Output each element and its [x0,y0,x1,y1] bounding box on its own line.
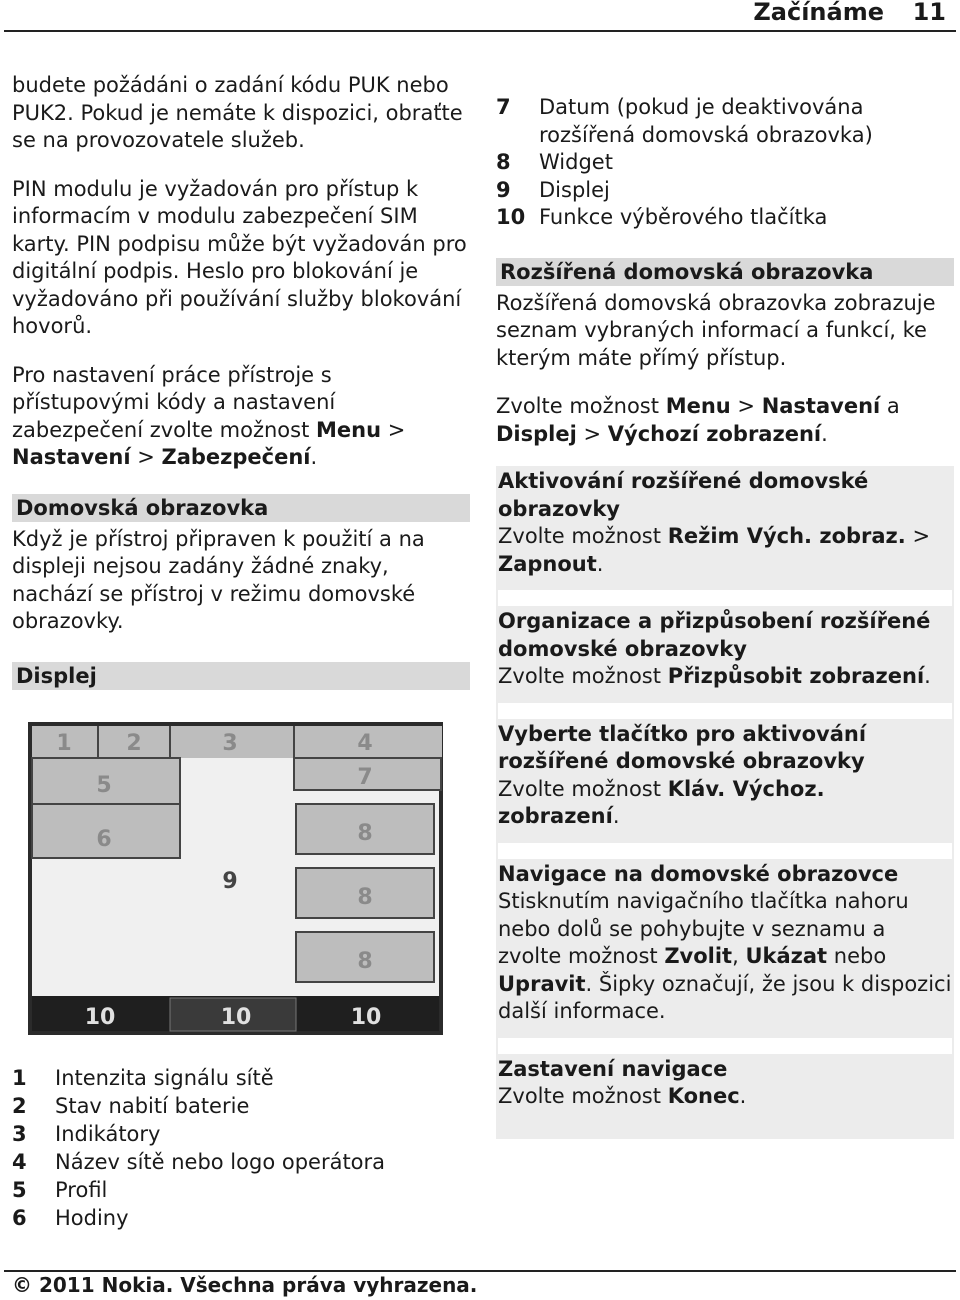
extended-home-paragraph: Rozšířená domovská obrazovka zobrazuje seznam vybraných informací a funkcí, ke kterým máte přímý přístup. [496,290,936,370]
navigation-text: Stisknutím navigačního tlačítka nahoru nebo dolů se pohybujte v seznamu a zvolte možnost Zvolit, Ukázat nebo Upravit. Šipky označují, že jsou k dispozici další informace. [498,889,952,1023]
diagram-label-5: 5 [96,773,112,798]
diagram-label-3: 3 [222,731,238,756]
legend-item: 8 Widget [496,150,613,174]
right-column [496,94,954,1139]
legend-item: 9 Displej [496,177,610,202]
security-paragraph: Pro nastavení práce přístroje s přístupovými kódy a nastavení zabezpečení zvolte možnost Menu > Nastavení > Zabezpečení. [12,362,406,469]
diagram-label-10c: 10 [350,1005,382,1030]
extended-home-heading: Rozšířená domovská obrazovka [496,258,954,286]
legend-item: 6 Hodiny [12,1206,129,1230]
header-rule [4,30,956,32]
home-screen-heading: Domovská obrazovka [12,494,470,522]
diagram-label-10b: 10 [220,1005,252,1030]
diagram-label-10a: 10 [84,1005,116,1030]
legend-item: 7 Datum (pokud je deaktivována rozšířená domovská obrazovka) [496,95,873,147]
key-text: Zvolte možnost Kláv. Výchoz. zobrazení. [498,776,825,828]
legend-right [496,94,954,232]
legend-item: 10 Funkce výběrového tlačítka [496,205,828,229]
organize-heading: Organizace a přizpůsobení rozšířené domovské obrazovky [498,609,931,661]
diagram-label-8a: 8 [357,821,373,846]
puk-paragraph: budete požádáni o zadání kódu PUK nebo PUK2. Pokud je nemáte k dispozici, obraťte se na provozovatele služeb. [12,73,463,152]
diagram-label-4: 4 [357,731,373,756]
tips-box [496,466,954,1139]
home-screen-paragraph: Když je přístroj připraven k použití a na displeji nejsou zadány žádné znaky, nachází se přístroj v režimu domovské obrazovky. [12,526,425,633]
legend-left [12,1064,462,1232]
legend-item: 1 Intenzita signálu sítě [12,1066,274,1090]
diagram-label-6: 6 [96,827,112,852]
activate-text: Zvolte možnost Režim Vých. zobraz. > Zapnout. [498,524,931,576]
menu-term: Menu [316,417,382,442]
legend-item: 2 Stav nabití baterie [12,1094,250,1118]
diagram-label-8c: 8 [357,949,373,974]
chapter-title: Začínáme [753,0,884,26]
security-term: Zabezpečení [161,445,311,469]
page-header [0,0,960,30]
copyright-footer: © 2011 Nokia. Všechna práva vyhrazena. [12,1273,478,1297]
diagram-label-2: 2 [126,731,142,756]
page-number: 11 [912,0,946,26]
diagram-label-8b: 8 [357,885,373,910]
legend-item: 3 Indikátory [12,1122,161,1146]
legend-item: 4 Název sítě nebo logo operátora [12,1150,386,1174]
diagram-label-9: 9 [222,869,238,894]
diagram-label-1: 1 [56,731,72,756]
footer-rule [4,1270,956,1272]
settings-term: Nastavení [12,445,131,469]
pin-paragraph: PIN modulu je vyžadován pro přístup k informacím v modulu zabezpečení SIM karty. PIN podpisu může být vyžadován pro digitální podpis. Heslo pro blokování je vyžadováno při používání služby blokování hovorů. [12,176,467,338]
organize-text: Zvolte možnost Přizpůsobit zobrazení. [498,664,931,688]
stop-navigation-text: Zvolte možnost Konec. [498,1084,747,1108]
activate-heading: Aktivování rozšířené domovské obrazovky [498,469,869,521]
display-heading: Displej [12,662,470,690]
key-heading: Vyberte tlačítko pro aktivování rozšířené domovské obrazovky [498,721,867,773]
legend-item: 5 Profil [12,1178,108,1202]
stop-navigation-heading: Zastavení navigace [498,1056,728,1081]
left-column [12,72,470,690]
extended-home-path: Zvolte možnost Menu > Nastavení a Displej > Výchozí zobrazení. [496,394,900,446]
display-diagram [28,722,443,1035]
navigation-heading: Navigace na domovské obrazovce [498,861,899,886]
diagram-label-7: 7 [357,765,373,790]
